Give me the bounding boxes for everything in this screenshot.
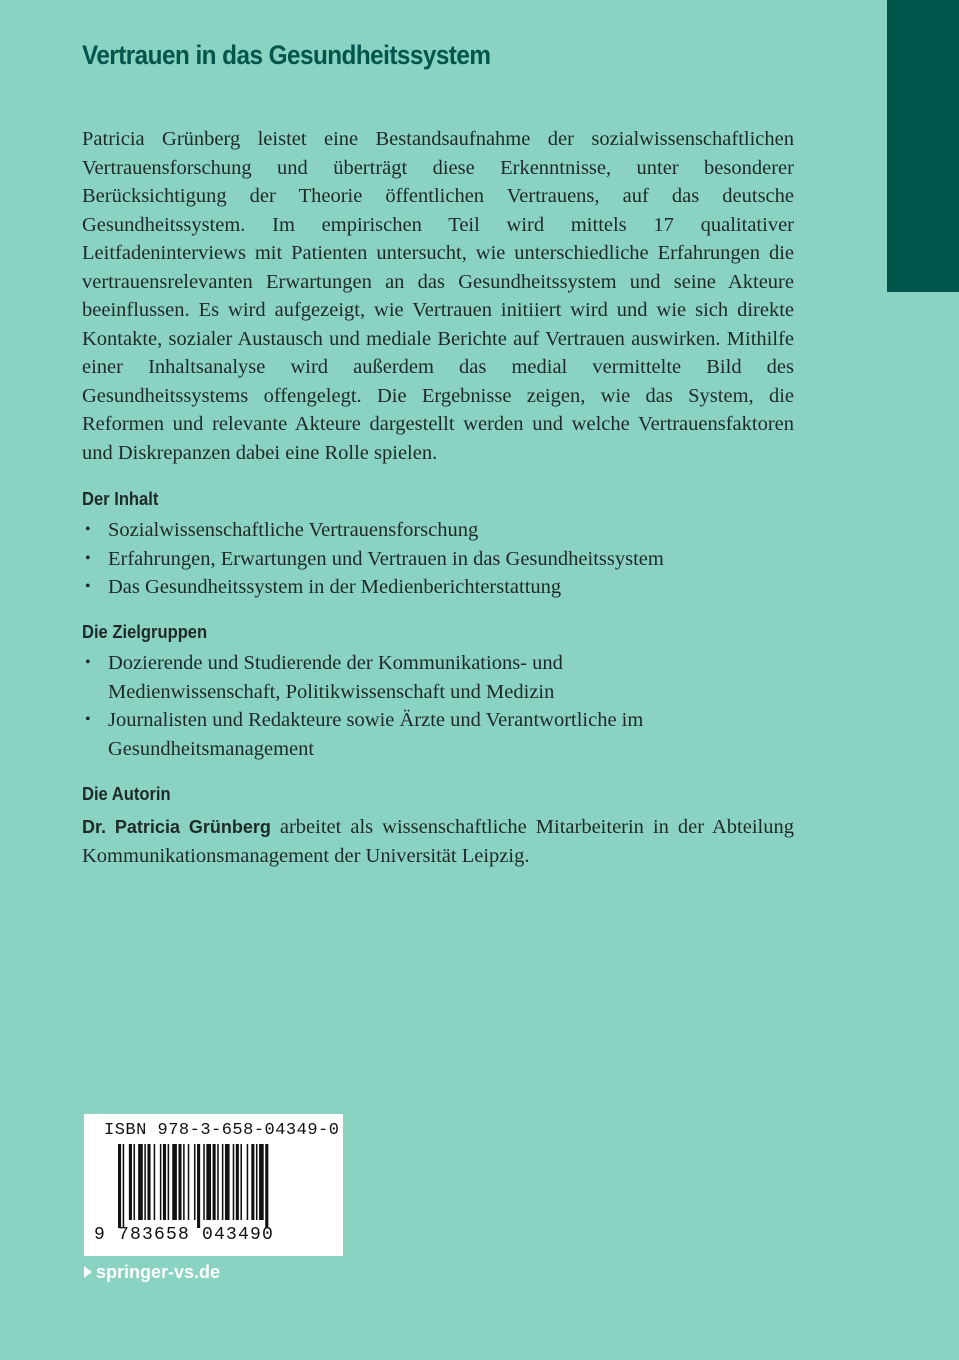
contents-list [82,516,802,602]
triangle-right-icon [84,1266,92,1278]
list-item: • Journalisten und Redakteure sowie Ärzte und Verantwortliche im Gesundheitsmanagement [82,706,708,763]
author-name: Dr. Patricia Grünberg [82,817,271,837]
author-bio: Dr. Patricia Grünberg arbeitet als wissenschaftliche Mitarbeiterin in der Abteilung Kommunikationsmanagement der Universität Leipzig. [82,816,794,867]
barcode-bars [84,1144,343,1234]
book-description: Patricia Grünberg leistet eine Bestandsaufnahme der sozialwissenschaftlichen Vertrauensforschung und überträgt diese Erkenntnisse, unter besonderer Berücksichtigung der Theorie öffentlichen Vertrauens, auf das deutsche Gesundheitssystem. Im empirischen Teil wird mittels 17 qualitativer Leitfadeninterviews mit Patienten untersucht, wie unterschiedliche Erfahrungen die vertrauensrelevanten Erwartungen an das Gesundheitssystem und seine Akteure beeinflussen. Es wird aufgezeigt, wie Vertrauen initiiert wird und wie sich direkte Kontakte, sozialer Austausch und mediale Berichte auf Vertrauen auswirken. Mithilfe einer Inhaltsanalyse wird außerdem das medial vermittelte Bild des Gesundheitssystems offengelegt. Die Ergebnisse zeigen, wie das System, die Reformen und relevante Akteure dargestellt werden und welche Vertrauensfaktoren und Diskrepanzen dabei eine Rolle spielen. [82,128,794,464]
bullet-icon: • [85,549,91,567]
bullet-icon: • [85,654,91,671]
bullet-icon: • [85,711,91,728]
list-item: • Dozierende und Studierende der Kommunikations- und Medienwissenschaft, Politikwissenschaft und Medizin [82,649,682,706]
bullet-icon: • [85,578,91,595]
book-title: Vertrauen in das Gesundheitssystem [82,40,491,70]
list-item: • Das Gesundheitssystem in der Medienberichterstattung [82,573,802,602]
contents-heading: Der Inhalt [82,489,159,509]
isbn-label: ISBN 978-3-658-04349-0 [104,1121,340,1140]
list-item: • Erfahrungen, Erwartungen und Vertrauen in das Gesundheitssystem [82,545,802,574]
cover-side-tab [887,0,959,292]
author-heading: Die Autorin [82,784,171,804]
isbn-barcode [84,1114,343,1256]
list-item: • Sozialwissenschaftliche Vertrauensforschung [82,516,802,545]
audience-heading: Die Zielgruppen [82,622,208,642]
publisher-link[interactable]: springer-vs.de [84,1262,220,1283]
barcode-digits: 9 783658 043490 [94,1225,275,1245]
audience-list [82,649,682,763]
bullet-icon: • [85,521,91,538]
